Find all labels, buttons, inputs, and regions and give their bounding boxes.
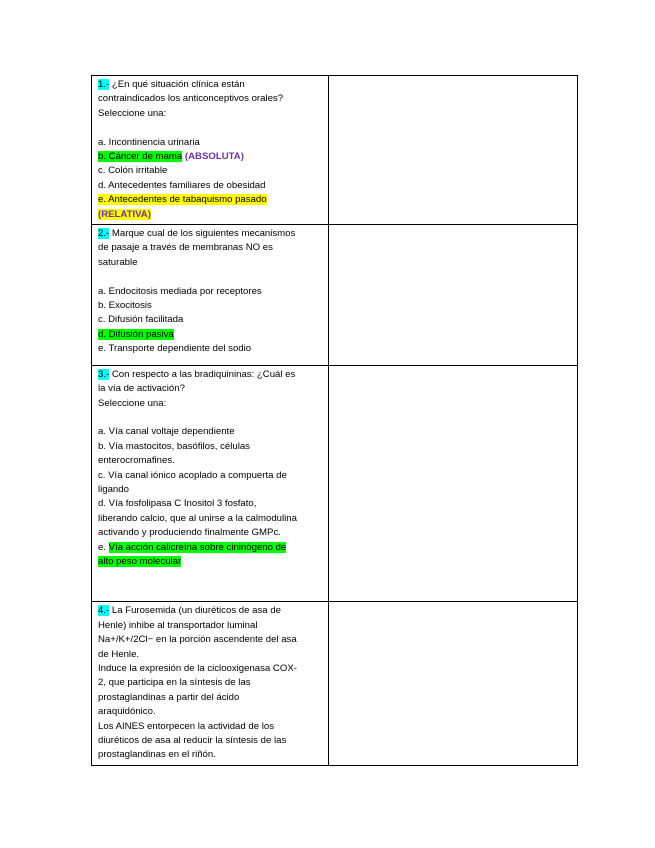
- question-4-number: 4.-: [98, 605, 110, 617]
- answer-cell-1: [329, 76, 578, 225]
- q3-option-e: e. Vía acción calicreína sobre cininógeno de: [98, 541, 287, 553]
- q1-answer-highlight: b. Cáncer de mama: [98, 151, 183, 163]
- question-1-cell: 1.- ¿En qué situación clínica están contraindicados los anticonceptivos orales? Seleccione una: a. Incontinencia urinaria b. Cáncer de mama (ABSOLUTA) c. Colón irritable d. Antecedentes familiares de obesidad e. Antecedentes de tabaquismo pasado (RELATIVA): [92, 76, 329, 225]
- q2-option-c: c. Difusión facilitada: [98, 314, 184, 326]
- table-row: [92, 76, 578, 225]
- q3-answer-highlight: Vía acción calicreína sobre cininógeno de: [108, 541, 287, 553]
- table-row: [92, 602, 578, 765]
- q2-answer-highlight: d. Difusión pasiva: [98, 328, 174, 340]
- table-row: [92, 225, 578, 366]
- question-3-prompt: Seleccione una:: [98, 397, 167, 409]
- question-3-cell: 3.- Con respecto a las bradiquininas: ¿Cuál es la vía de activación? Seleccione una: a. Vía canal voltaje dependiente b. Vía mastocitos, basófilos, células enterocromafines. c. Vía canal iónico acoplado a compuerta de ligando d. Vía fosfolipasa C Inositol 3 fosfato, liberando calcio, que al unirse a la calmodulina activando y produciendo finalmente GMPc. e. Vía acción calicreína sobre cininógeno de alto peso molecular: [92, 365, 329, 602]
- question-1-text: 1.- ¿En qué situación clínica están: [98, 79, 245, 90]
- q3-option-d: d. Vía fosfolipasa C Inositol 3 fosfato,: [98, 498, 257, 510]
- q2-option-b: b. Exocitosis: [98, 300, 152, 312]
- q1-option-d: d. Antecedentes familiares de obesidad: [98, 179, 266, 191]
- q1-option-a: a. Incontinencia urinaria: [98, 136, 200, 148]
- q1-relative-highlight: e. Antecedentes de tabaquismo pasado: [98, 194, 267, 206]
- q1-option-c: c. Colón irritable: [98, 165, 168, 177]
- q1-relative-note: (RELATIVA): [98, 208, 151, 220]
- q3-option-b: b. Vía mastocitos, basófilos, células: [98, 440, 250, 452]
- question-1-prompt: Seleccione una:: [98, 107, 167, 119]
- question-2-text: 2.- Marque cual de los siguientes mecanismos: [98, 228, 296, 240]
- question-4-text: 4.- La Furosemida (un diuréticos de asa de: [98, 605, 281, 617]
- answer-cell-3: [329, 365, 578, 602]
- q1-option-b: [98, 150, 323, 164]
- table-row: [92, 365, 578, 602]
- question-2-cell: 2.- Marque cual de los siguientes mecanismos de pasaje a través de membranas NO es saturable a. Endocitosis mediada por receptores b. Exocitosis c. Difusión facilitada d. Difusión pasiva e. Transporte dependiente del sodio: [92, 225, 329, 366]
- q3-option-a: a. Vía canal voltaje dependiente: [98, 426, 235, 438]
- question-3-text: 3.- Con respecto a las bradiquininas: ¿Cuál es: [98, 368, 296, 380]
- q1-option-e: [98, 193, 323, 207]
- question-3-number: 3.-: [98, 368, 110, 380]
- answer-cell-2: [329, 225, 578, 366]
- q3-option-c: c. Vía canal iónico acoplado a compuerta de: [98, 469, 287, 481]
- q2-option-d: [98, 328, 323, 342]
- q2-option-a: a. Endocitosis mediada por receptores: [98, 285, 262, 297]
- question-4-cell: 4.- La Furosemida (un diuréticos de asa de Henle) inhibe al transportador luminal Na+/K+/2Cl− en la porción ascendente del asa de Henle. Induce la expresión de la ciclooxigenasa COX- 2, que participa en la síntesis de las prostaglandinas a partir del ácido araquidónico. Los AINES entorpecen la actividad de los diuréticos de asa al reducir la síntesis de las prostaglandinas en el riñón.: [92, 602, 329, 765]
- q2-option-e: e. Transporte dependiente del sodio: [98, 343, 252, 355]
- question-2-number: 2.-: [98, 228, 110, 240]
- question-1-number: 1.-: [98, 79, 110, 90]
- answer-cell-4: [329, 602, 578, 765]
- questions-table: [91, 75, 578, 766]
- q1-absolute-note: (ABSOLUTA): [182, 151, 244, 163]
